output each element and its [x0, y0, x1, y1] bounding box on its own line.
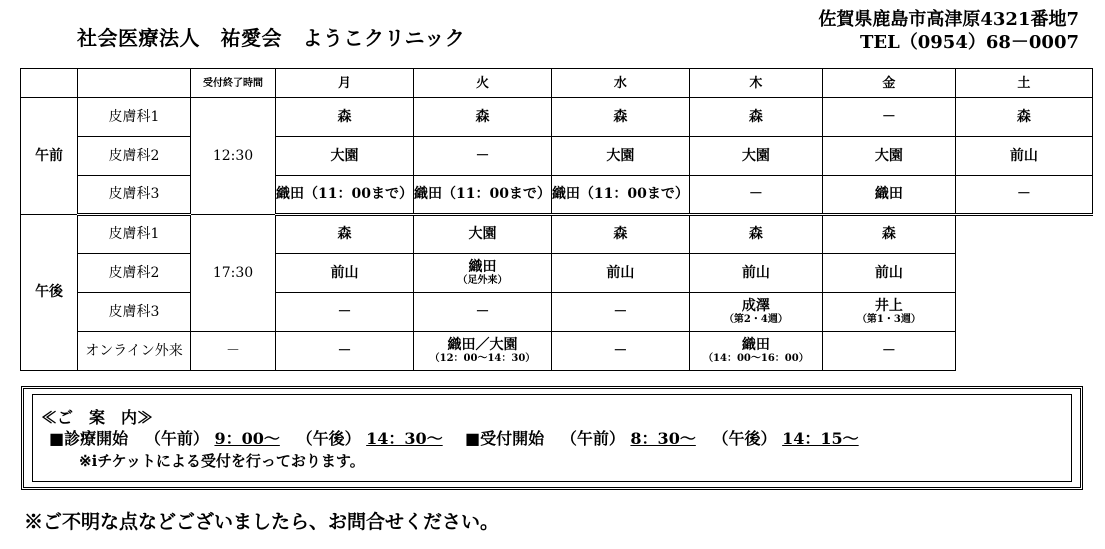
- schedule-cell: －: [413, 137, 551, 176]
- schedule-cell: 大園: [276, 137, 414, 176]
- schedule-cell: 前山: [551, 254, 689, 293]
- pm-row-2: [21, 254, 1093, 293]
- cell-note: （足外来）: [457, 275, 508, 286]
- clinic-address-block: [818, 8, 1079, 54]
- doctor-name: 織田: [468, 259, 497, 275]
- dept-label-online: オンライン外来: [78, 332, 191, 371]
- info-inner-frame: [32, 394, 1072, 482]
- schedule-cell: －: [822, 98, 955, 137]
- schedule-cell: －: [551, 332, 689, 371]
- reception-am-time: 8：30～: [630, 429, 696, 448]
- iticket-note: ※iチケットによる受付を行っております。: [79, 452, 365, 470]
- doctor-name: 織田／大園: [447, 337, 518, 353]
- header-thu: 木: [689, 69, 822, 98]
- schedule-cell: 森: [276, 98, 414, 137]
- schedule-cell: －: [413, 293, 551, 332]
- info-box: [21, 386, 1083, 490]
- pm-label: 午後: [21, 215, 78, 371]
- pm-row-1: [21, 215, 1093, 254]
- schedule-cell: 織田: [822, 176, 955, 215]
- header-tue: 火: [413, 69, 551, 98]
- schedule-cell: 森: [551, 98, 689, 137]
- consult-am-label: （午前）: [144, 429, 209, 448]
- dept-label: 皮膚科2: [78, 254, 191, 293]
- info-title: ≪ご 案 内≫: [41, 408, 154, 427]
- schedule-cell: 森: [822, 215, 955, 254]
- schedule-cell: 織田（11：00まで）: [413, 176, 551, 215]
- schedule-cell: 前山: [955, 137, 1092, 176]
- header-row: [21, 69, 1093, 98]
- cell-note: （12：00～14：30）: [429, 353, 536, 364]
- schedule-cell: [689, 332, 822, 371]
- dept-label: 皮膚科2: [78, 137, 191, 176]
- dept-label: 皮膚科1: [78, 98, 191, 137]
- consult-pm-label: （午後）: [296, 429, 361, 448]
- header-wed: 水: [551, 69, 689, 98]
- reception-label: ■受付開始: [464, 429, 545, 448]
- doctor-name: 井上: [874, 298, 903, 314]
- online-row: [21, 332, 1093, 371]
- consult-pm-time: 14：30～: [366, 429, 443, 448]
- schedule-cell: 織田（11：00まで）: [551, 176, 689, 215]
- am-row-1: [21, 98, 1093, 137]
- consult-am-time: 9：00～: [214, 429, 280, 448]
- dept-label: 皮膚科3: [78, 176, 191, 215]
- header-blank-period: [21, 69, 78, 98]
- am-row-3: [21, 176, 1093, 215]
- online-time: －: [191, 332, 276, 371]
- clinic-phone: TEL（0954）68－0007: [859, 32, 1079, 53]
- empty-cell: [955, 215, 1092, 254]
- schedule-cell: [822, 293, 955, 332]
- schedule-cell: 大園: [689, 137, 822, 176]
- header-blank-dept: [78, 69, 191, 98]
- reception-pm-time: 14：15～: [782, 429, 859, 448]
- schedule-cell: [413, 332, 551, 371]
- schedule-cell: 森: [551, 215, 689, 254]
- doctor-name: 成澤: [741, 298, 770, 314]
- schedule-cell: [689, 293, 822, 332]
- am-row-2: [21, 137, 1093, 176]
- consult-label: ■診療開始: [49, 429, 129, 448]
- cell-note: （第2・4週）: [723, 314, 788, 325]
- reception-pm-label: （午後）: [712, 429, 777, 448]
- schedule-cell: 森: [689, 98, 822, 137]
- schedule-cell: 織田（11：00まで）: [276, 176, 414, 215]
- schedule-cell: 森: [413, 98, 551, 137]
- pm-row-3: [21, 293, 1093, 332]
- clinic-name: 社会医療法人 祐愛会 ようこクリニック: [77, 26, 466, 50]
- schedule-cell: 森: [276, 215, 414, 254]
- dept-label: 皮膚科1: [78, 215, 191, 254]
- header-sat: 土: [955, 69, 1092, 98]
- header-reception-end: 受付終了時間: [191, 69, 276, 98]
- reception-am-label: （午前）: [560, 429, 625, 448]
- schedule-cell: 森: [689, 215, 822, 254]
- schedule-cell: －: [689, 176, 822, 215]
- cell-note: （14：00～16：00）: [703, 353, 809, 364]
- empty-cell: [955, 332, 1092, 371]
- schedule-cell: －: [276, 293, 414, 332]
- empty-cell: [955, 293, 1092, 332]
- header-fri: 金: [822, 69, 955, 98]
- schedule-cell: 大園: [551, 137, 689, 176]
- schedule-cell: [413, 254, 551, 293]
- schedule-cell: 大園: [413, 215, 551, 254]
- schedule-cell: －: [551, 293, 689, 332]
- schedule-cell: 森: [955, 98, 1092, 137]
- cell-note: （第1・3週）: [856, 314, 921, 325]
- doctor-name: 織田: [741, 337, 770, 353]
- clinic-address: 佐賀県鹿島市高津原4321番地7: [818, 9, 1079, 30]
- am-label: 午前: [21, 98, 78, 215]
- schedule-cell: －: [276, 332, 414, 371]
- empty-cell: [955, 254, 1092, 293]
- am-time: 12:30: [191, 98, 276, 215]
- schedule-cell: 前山: [276, 254, 414, 293]
- schedule-cell: 前山: [822, 254, 955, 293]
- header-mon: 月: [276, 69, 414, 98]
- schedule-table: [20, 68, 1093, 371]
- schedule-cell: －: [955, 176, 1092, 215]
- dept-label: 皮膚科3: [78, 293, 191, 332]
- schedule-cell: 大園: [822, 137, 955, 176]
- footer-note: ※ご不明な点などございましたら、お問合せください。: [24, 511, 500, 533]
- schedule-cell: －: [822, 332, 955, 371]
- pm-time: 17:30: [191, 215, 276, 332]
- hours-line: [49, 426, 859, 449]
- schedule-cell: 前山: [689, 254, 822, 293]
